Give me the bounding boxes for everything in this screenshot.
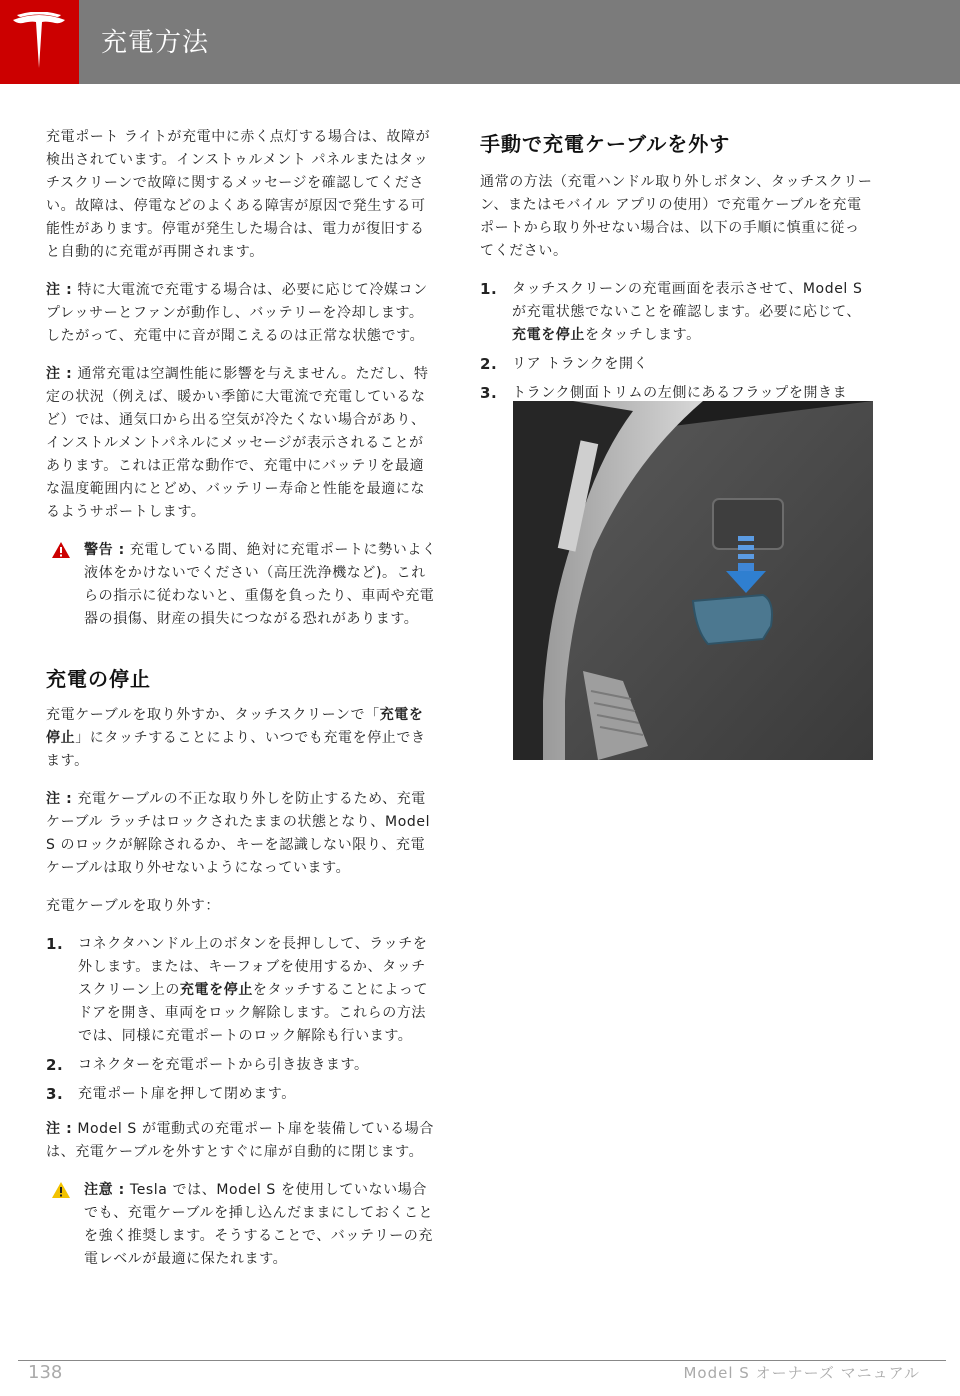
note-label: 注 : (46, 366, 73, 382)
footer-divider (18, 1360, 946, 1361)
step-number: 1. (480, 280, 498, 298)
list-item (46, 1054, 438, 1077)
stop-charging-term: 充電を停止 (46, 707, 424, 746)
step-text: をタッチします。 (585, 327, 701, 343)
note-label: 注 : (46, 1121, 73, 1137)
caution-icon (52, 1182, 70, 1198)
warning-icon (52, 542, 70, 558)
right-column (480, 126, 874, 440)
text-span: 」にタッチすることにより、いつでも充電を停止できます。 (46, 730, 426, 769)
step-text: リア トランクを開く (512, 356, 649, 372)
page-header (0, 0, 960, 84)
step-number: 3. (46, 1085, 64, 1103)
tesla-logo (0, 0, 79, 84)
list-item (46, 933, 438, 1048)
stop-charging-heading: 充電の停止 (46, 667, 151, 691)
note-text: 通常充電は空調性能に影響を与えません。ただし、特定の状況（例えば、暖かい季節に大電流で充電しているなど）では、通気口から出る空気が冷たくない場合があり、インストルメントパネルにメッセージが表示されることがあります。これは正常な動作で、充電中にバッテリを最適な温度範囲内にとどめ、バッテリー寿命と性能を最適になるようサポートします。 (46, 366, 429, 520)
note-latch (46, 788, 438, 880)
note-text: 充電ケーブルの不正な取り外しを防止するため、充電ケーブル ラッチはロックされたままの状態となり、Model S のロックが解除されるか、キーを認識しない限り、充電ケーブルは取り外せないようになっています。 (46, 791, 431, 876)
step-text: 充電ポート扉を押して閉めます。 (78, 1086, 296, 1102)
step-text: コネクターを充電ポートから引き抜きます。 (78, 1057, 369, 1073)
note-label: 注 : (46, 282, 73, 298)
note-noise (46, 279, 438, 348)
list-item (46, 1083, 438, 1106)
step-number: 2. (46, 1056, 64, 1074)
step-text: コネクタハンドル上のボタンを長押しして、ラッチを外します。または、キーフォブを使用するか、タッチスクリーン上の (78, 936, 428, 998)
note-label: 注 : (46, 791, 73, 807)
warning-text: 充電している間、絶対に充電ポートに勢いよく液体をかけないでください（高圧洗浄機など)。これらの指示に従わないと、重傷を負ったり、車両や充電器の損傷、財産の損失につながる恐れがあります。 (84, 542, 437, 627)
note-climate (46, 363, 438, 524)
warning-label: 警告 : (84, 542, 125, 558)
note-text: 特に大電流で充電する場合は、必要に応じて冷媒コンプレッサーとファンが動作し、バッテリーを冷却します。したがって、充電中に音が聞こえるのは正常な状態です。 (46, 282, 428, 344)
manual-release-intro: 通常の方法（充電ハンドル取り外しボタン、タッチスクリーン、またはモバイル アプリの使用）で充電ケーブルを充電ポートから取り外せない場合は、以下の手順に慎重に従ってください。 (480, 174, 873, 259)
caution-callout (46, 1179, 438, 1271)
step-term: 充電を停止 (179, 982, 253, 998)
caution-label: 注意 : (84, 1182, 125, 1198)
step-number: 3. (480, 384, 498, 402)
list-item (480, 278, 874, 347)
tesla-t-icon (11, 12, 67, 72)
page-title: 充電方法 (101, 28, 210, 58)
page-number: 138 (28, 1362, 63, 1383)
step-number: 1. (46, 935, 64, 953)
footer-title: Model S オーナーズ マニュアル (683, 1364, 920, 1382)
note-text: Model S が電動式の充電ポート扉を装備している場合は、充電ケーブルを外すとすぐに扉が自動的に閉じます。 (46, 1121, 434, 1160)
remove-cable-steps (46, 933, 438, 1106)
manual-release-heading: 手動で充電ケーブルを外す (480, 132, 731, 156)
step-text: タッチスクリーンの充電画面を表示させて、Model S が充電状態でないことを確認します。必要に応じて、 (512, 281, 863, 320)
remove-cable-intro: 充電ケーブルを取り外す： (46, 898, 220, 914)
trunk-flap-photo (513, 401, 873, 760)
list-item (480, 353, 874, 376)
text-span: 充電ケーブルを取り外すか、タッチスクリーンで「 (46, 707, 380, 723)
stop-charging-paragraph (46, 704, 438, 773)
step-text: トランク側面トリムの左側にあるフラップを開きま (512, 385, 848, 401)
charge-port-fault-paragraph: 充電ポート ライトが充電中に赤く点灯する場合は、故障が検出されています。インストゥルメント パネルまたはタッチスクリーンで故障に関するメッセージを確認してください。故障は、停電などのよくある障害が原因で発生する可能性があります。停電が発生した場合は、電力が復旧すると自動的に充電が再開されます。 (46, 129, 431, 260)
step-term: 充電を停止 (512, 327, 585, 343)
trunk-illustration (513, 401, 873, 760)
step-text: をタッチすることによってドアを開き、車両をロック解除します。これらの方法では、同様に充電ポートのロック解除も行います。 (78, 982, 429, 1044)
note-auto-door (46, 1118, 438, 1164)
warning-callout (46, 539, 438, 631)
caution-text: Tesla では、Model S を使用していない場合でも、充電ケーブルを挿し込んだままにしておくことを強く推奨します。そうすることで、バッテリーの充電レベルが最適に保たれます。 (84, 1182, 434, 1267)
left-column (46, 126, 438, 1285)
step-number: 2. (480, 355, 498, 373)
